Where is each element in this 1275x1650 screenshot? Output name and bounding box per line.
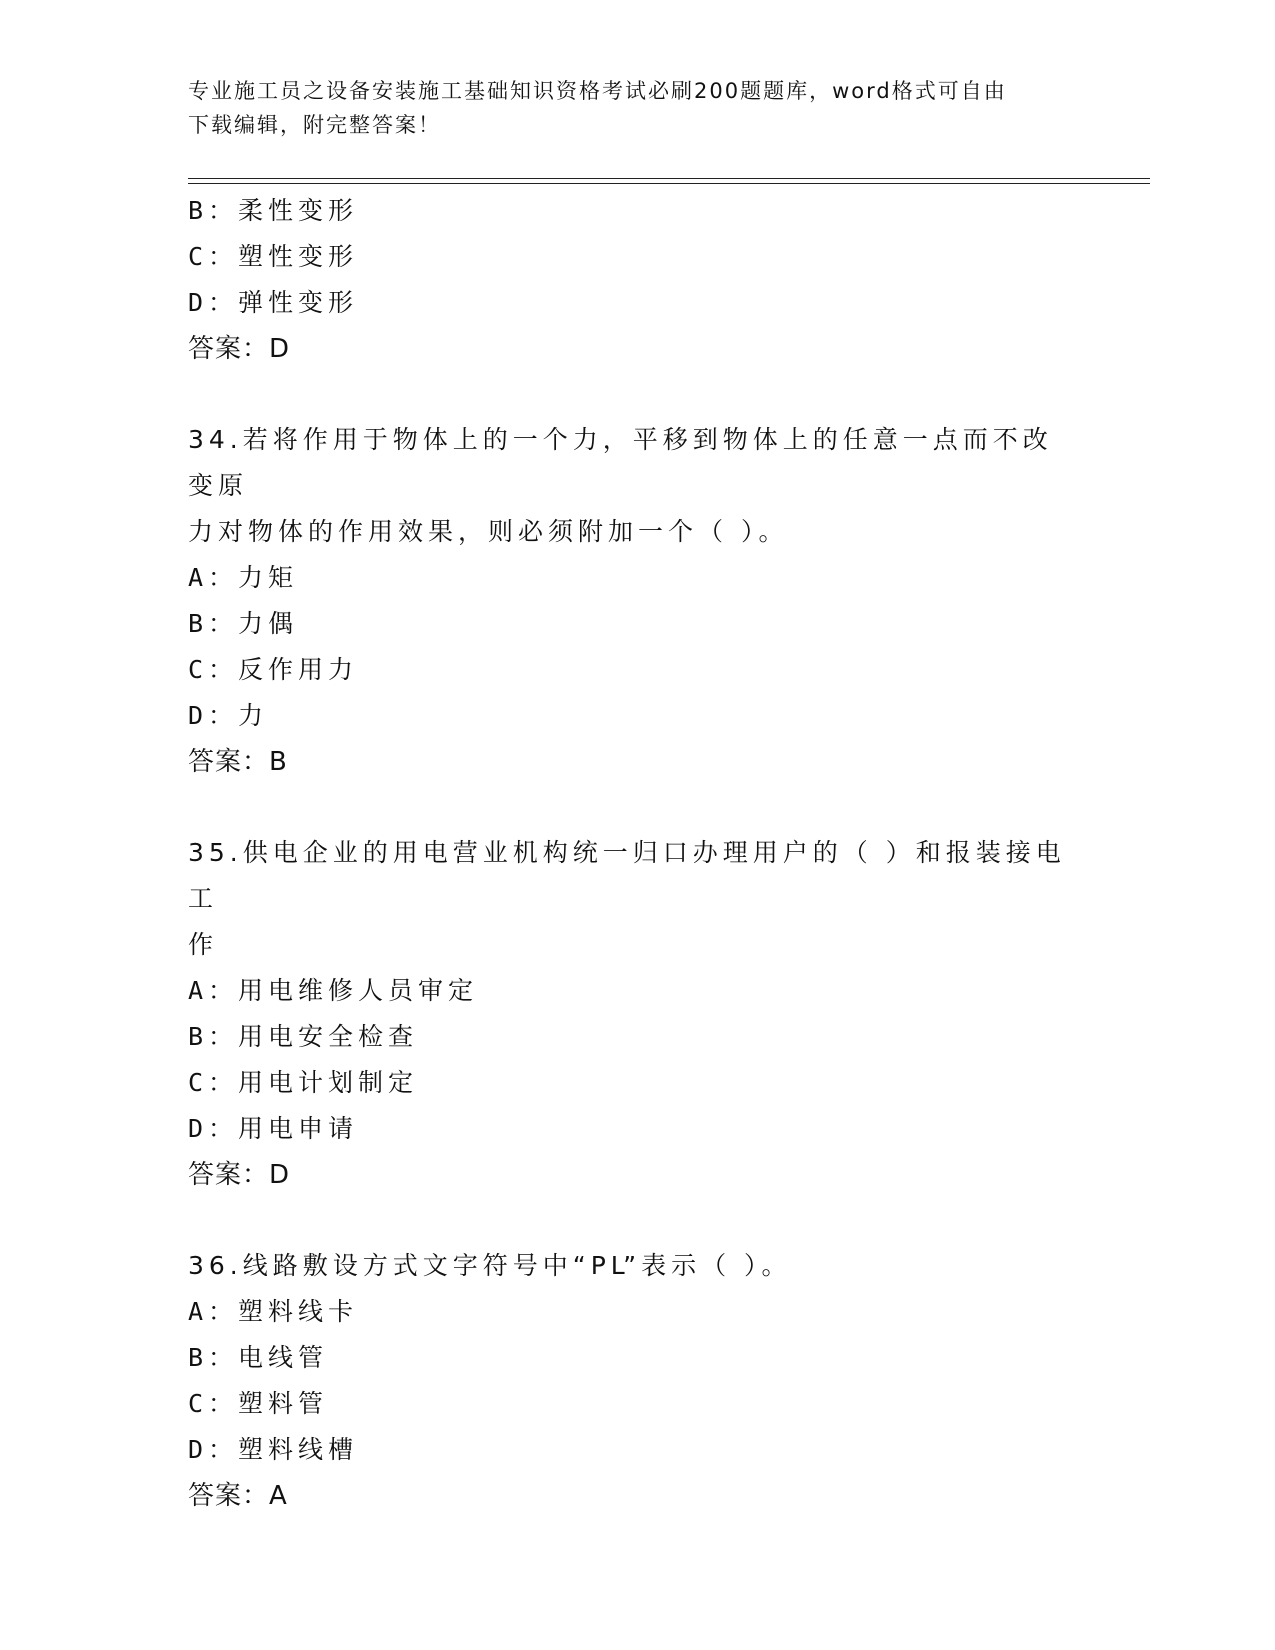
- question-stem-line-2: 力对物体的作用效果，则必须附加一个（ ）。: [188, 517, 789, 546]
- question-stem-line-1: 35.供电企业的用电营业机构统一归口办理用户的（ ）和报装接电工: [188, 838, 1066, 913]
- option-c: C：反作用力: [188, 655, 359, 684]
- option-b: B：用电安全检查: [188, 1022, 419, 1051]
- question-35: [188, 830, 1088, 1198]
- answer: 答案：A: [188, 1481, 288, 1511]
- answer: 答案：D: [188, 334, 291, 364]
- spacer: [188, 785, 1088, 830]
- question-content: [188, 188, 1088, 1519]
- option-a: A：塑料线卡: [188, 1297, 359, 1326]
- option-d: D：力: [188, 701, 269, 730]
- option-d: D：弹性变形: [188, 288, 359, 317]
- document-header: [188, 74, 1088, 142]
- header-divider-top: [188, 178, 1150, 179]
- header-line-2: 下载编辑，附完整答案！: [188, 113, 441, 137]
- header-divider-bottom: [188, 183, 1150, 184]
- question-stem-line-2: 作: [188, 930, 219, 959]
- option-b: B：力偶: [188, 609, 299, 638]
- question-34: [188, 417, 1088, 785]
- option-d: D：用电申请: [188, 1114, 359, 1143]
- header-line-1: 专业施工员之设备安装施工基础知识资格考试必刷200题题库，word格式可自由: [188, 79, 1007, 103]
- answer: 答案：B: [188, 747, 288, 777]
- option-c: C：用电计划制定: [188, 1068, 419, 1097]
- option-d: D：塑料线槽: [188, 1435, 359, 1464]
- option-a: A：用电维修人员审定: [188, 976, 479, 1005]
- spacer: [188, 1198, 1088, 1243]
- question-stem-line-1: 36.线路敷设方式文字符号中“PL”表示（ ）。: [188, 1251, 792, 1280]
- option-c: C：塑料管: [188, 1389, 329, 1418]
- option-b: B：电线管: [188, 1343, 329, 1372]
- option-b: B：柔性变形: [188, 196, 359, 225]
- prev-question-block: [188, 188, 1088, 372]
- answer: 答案：D: [188, 1160, 291, 1190]
- option-c: C：塑性变形: [188, 242, 359, 271]
- question-36: [188, 1243, 1088, 1519]
- spacer: [188, 372, 1088, 417]
- option-a: A：力矩: [188, 563, 299, 592]
- question-stem-line-1: 34.若将作用于物体上的一个力，平移到物体上的任意一点而不改变原: [188, 425, 1053, 500]
